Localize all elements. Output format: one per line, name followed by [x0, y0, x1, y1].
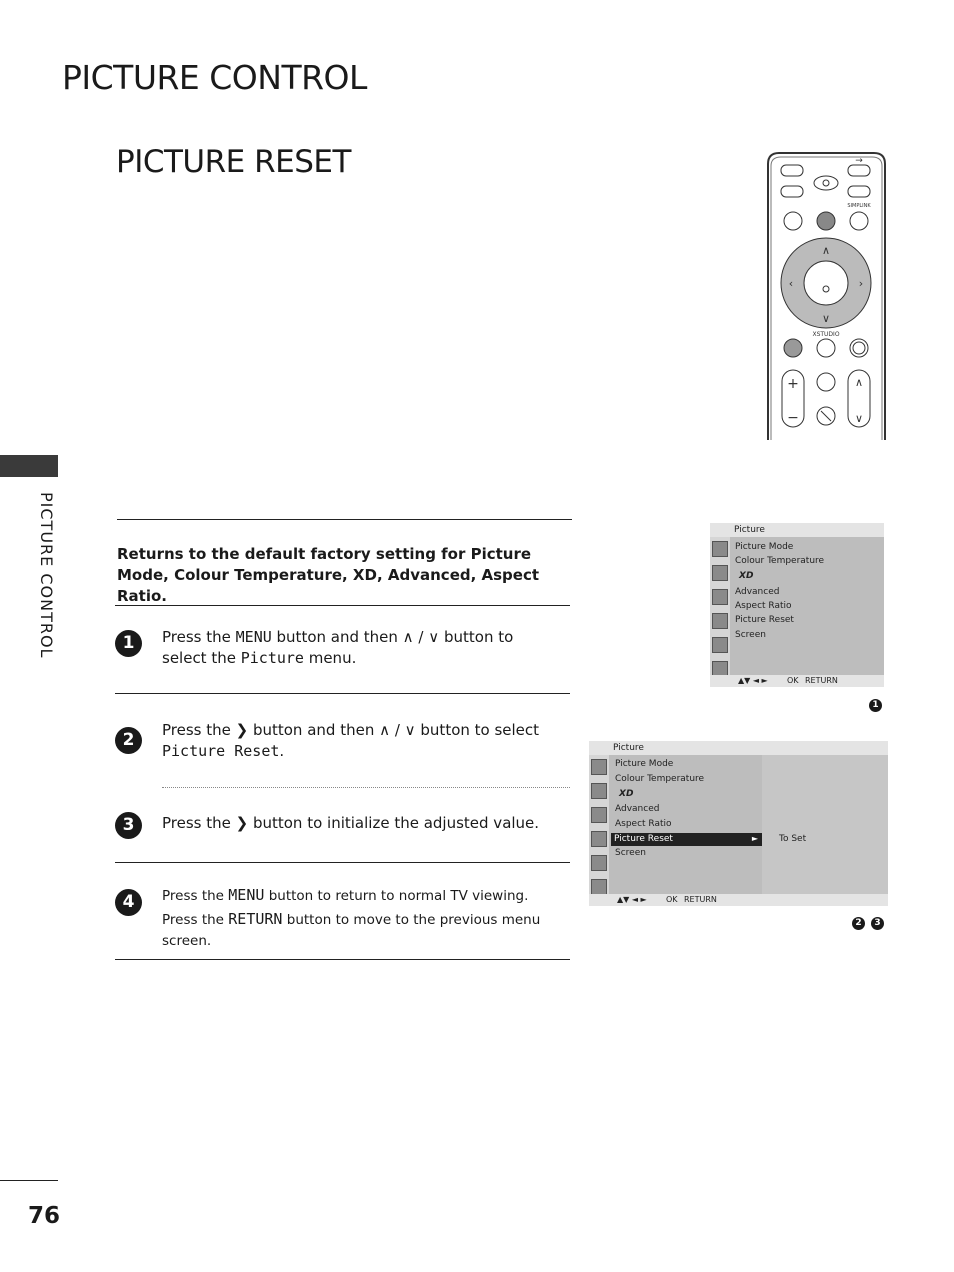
ok-hint: OK: [787, 676, 799, 685]
step-number: 3: [115, 812, 142, 839]
step-4-line-1: Press the MENU button to return to normal TV viewing.: [162, 886, 529, 904]
step-4-line-2: Press the RETURN button to move to the previous menu screen.: [162, 910, 541, 949]
svg-text:›: ›: [858, 277, 864, 290]
menu-item[interactable]: Aspect Ratio: [615, 819, 672, 829]
nav-hint: ▲▼ ◄ ►: [617, 895, 647, 904]
divider: [117, 519, 572, 520]
intro-text: Returns to the default factory setting for Picture Mode, Colour Temperature, XD, Advanced, Aspect Ratio.: [117, 545, 540, 605]
step-3-text: Press the ❯ button to initialize the adjusted value.: [162, 814, 540, 832]
dotted-divider: [162, 787, 570, 788]
menu-item[interactable]: Advanced: [735, 587, 780, 597]
svg-text:+: +: [787, 376, 799, 392]
to-set-option[interactable]: To Set: [779, 834, 807, 844]
step-1-text: Press the MENU button and then ∧ / ∨ button to select the Picture menu.: [162, 628, 514, 667]
menu-item[interactable]: Picture Mode: [735, 542, 794, 552]
menu-item[interactable]: XD: [739, 571, 754, 581]
menu-item[interactable]: Advanced: [615, 804, 660, 814]
menu-item[interactable]: Aspect Ratio: [735, 601, 792, 611]
divider: [115, 959, 570, 960]
return-hint: RETURN: [805, 676, 838, 685]
right-panel: [762, 755, 888, 894]
input-icon: [591, 879, 607, 895]
reference-badge: 2: [852, 917, 865, 930]
ok-hint: OK: [666, 895, 678, 904]
svg-text:∨: ∨: [821, 312, 831, 325]
svg-text:∨: ∨: [854, 412, 864, 425]
option-icon: [712, 637, 728, 653]
page-number: 76: [28, 1203, 61, 1229]
divider: [115, 862, 570, 863]
return-hint: RETURN: [684, 895, 717, 904]
menu-item[interactable]: XD: [619, 789, 634, 799]
selected-menu-item[interactable]: [611, 833, 762, 846]
menu-item[interactable]: Screen: [735, 630, 766, 640]
menu-item[interactable]: Colour Temperature: [615, 774, 705, 784]
reference-badge: 3: [871, 917, 884, 930]
time-icon: [712, 613, 728, 629]
picture-menu-osd-2: [589, 741, 888, 906]
step-number: 4: [115, 889, 142, 916]
svg-text:‹: ‹: [788, 277, 794, 290]
divider: [115, 605, 570, 606]
menu-item[interactable]: Picture Mode: [615, 759, 674, 769]
side-label: PICTURE CONTROL: [37, 492, 56, 659]
divider: [115, 693, 570, 694]
svg-text:−: −: [787, 410, 799, 426]
menu-item[interactable]: Screen: [615, 848, 646, 858]
footer-rule: [0, 1180, 58, 1181]
svg-text:∧: ∧: [821, 244, 831, 257]
time-icon: [591, 831, 607, 847]
option-icon: [591, 855, 607, 871]
menu-footer: [589, 894, 888, 906]
nav-hint: ▲▼ ◄ ►: [738, 676, 768, 685]
menu-footer: [710, 675, 884, 687]
step-number: 2: [115, 727, 142, 754]
reference-badge: 1: [869, 699, 882, 712]
selected-item-label: Picture Reset: [614, 834, 673, 844]
side-tab-marker: [0, 455, 58, 477]
submenu-arrow-icon: ►: [751, 834, 758, 843]
section-title: PICTURE CONTROL: [62, 58, 367, 97]
menu-icon-column: [710, 537, 730, 675]
menu-header: Picture: [734, 525, 765, 535]
simplink-label: SIMPLINK: [847, 203, 871, 209]
step-2-text: Press the ❯ button and then ∧ / ∨ button to select Picture Reset.: [162, 721, 540, 760]
svg-text:→: →: [855, 156, 863, 166]
menu-header: Picture: [613, 743, 644, 753]
menu-item[interactable]: Colour Temperature: [735, 556, 825, 566]
remote-control-illustration: [766, 150, 888, 440]
page-title: PICTURE RESET: [116, 144, 351, 180]
xstudio-label: XSTUDIO: [812, 331, 840, 338]
screen-icon: [712, 565, 728, 581]
svg-text:∧: ∧: [854, 376, 864, 389]
menu-icon-column: [589, 755, 609, 894]
picture-icon: [712, 541, 728, 557]
screen-icon: [591, 783, 607, 799]
step-number: 1: [115, 630, 142, 657]
settings-icon: [591, 807, 607, 823]
settings-icon: [712, 589, 728, 605]
picture-menu-osd-1: [710, 523, 884, 687]
picture-icon: [591, 759, 607, 775]
menu-item[interactable]: Picture Reset: [735, 615, 794, 625]
